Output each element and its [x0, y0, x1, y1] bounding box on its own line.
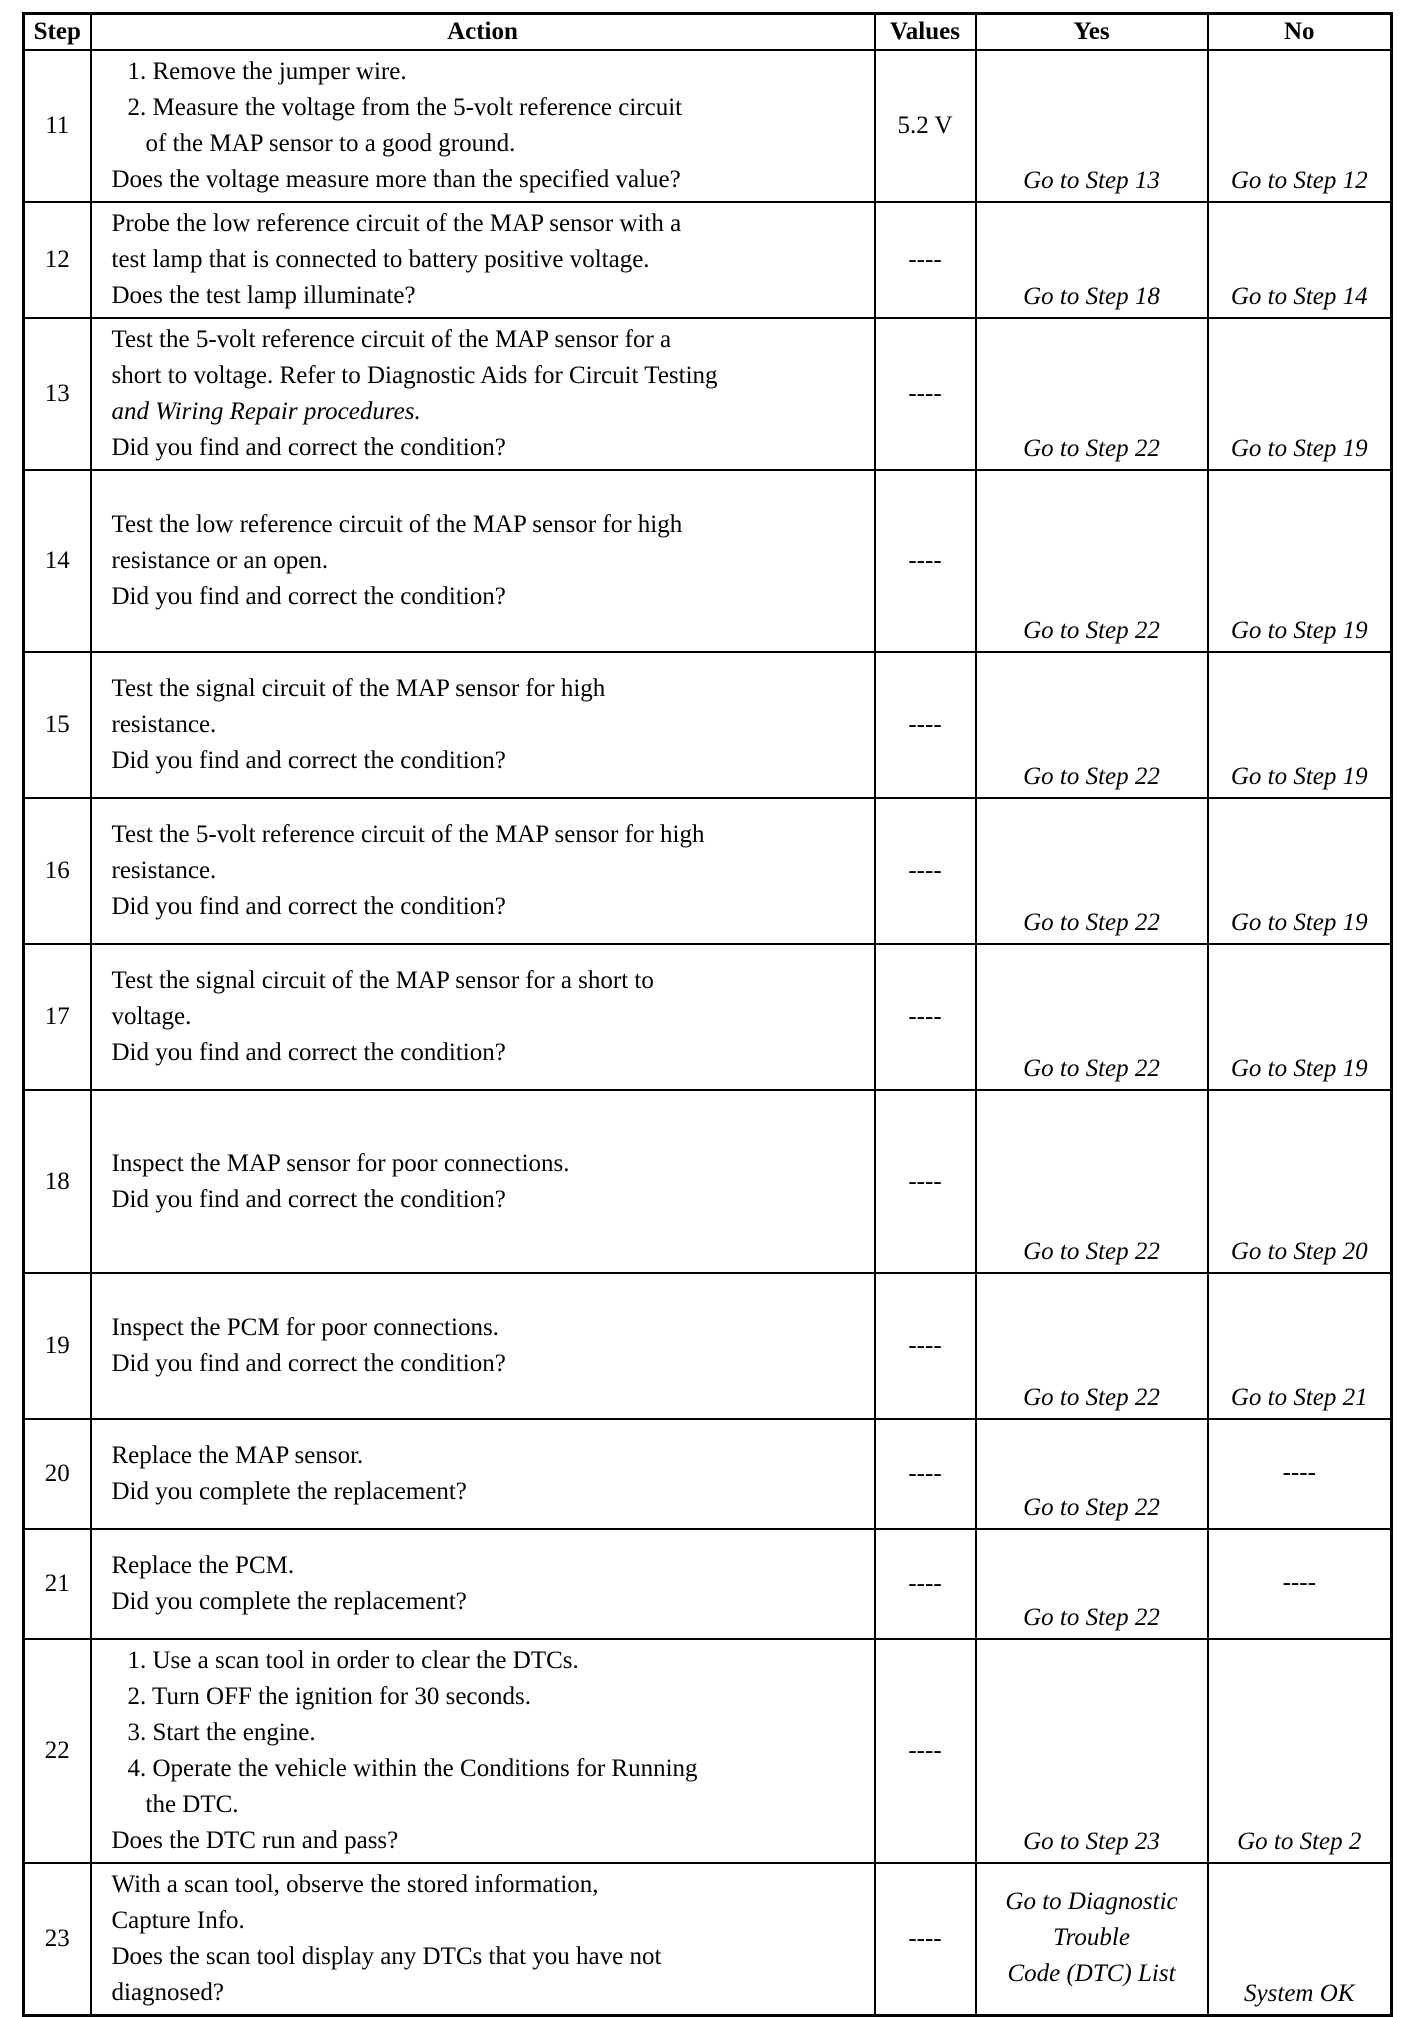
action-cell: [91, 1419, 875, 1529]
value-cell: 5.2 V: [875, 50, 976, 202]
action-cell: [91, 1090, 875, 1273]
table-row: [24, 318, 1392, 470]
yes-line: Go to Diagnostic: [1005, 1888, 1178, 1915]
yes-cell: Go to Step 22: [976, 1419, 1208, 1529]
action-cell: [91, 652, 875, 798]
step-number: 22: [24, 1639, 91, 1863]
action-line: Inspect the MAP sensor for poor connections.: [111, 1149, 570, 1177]
action-line: Test the 5-volt reference circuit of the MAP sensor for high: [111, 821, 705, 848]
yes-line: Trouble: [1053, 1924, 1130, 1951]
action-line: of the MAP sensor to a good ground.: [145, 130, 516, 157]
action-line: Test the low reference circuit of the MAP sensor for high: [111, 511, 683, 538]
no-cell: Go to Step 14: [1208, 202, 1392, 318]
value-cell: ----: [875, 1639, 976, 1863]
yes-cell: Go to Step 22: [976, 1273, 1208, 1419]
step-number: 18: [24, 1090, 91, 1273]
action-question: Did you complete the replacement?: [111, 1478, 467, 1505]
step-number: 13: [24, 318, 91, 470]
action-cell: [91, 50, 875, 202]
action-question: Did you find and correct the condition?: [111, 434, 506, 461]
action-line: Test the signal circuit of the MAP sensor for a short to: [111, 967, 654, 994]
no-cell: Go to Step 19: [1208, 798, 1392, 944]
header-yes: Yes: [976, 14, 1208, 51]
action-cell: [91, 1529, 875, 1639]
action-line: Probe the low reference circuit of the MAP sensor with a: [111, 210, 682, 237]
action-line: 3. Start the engine.: [127, 1719, 316, 1746]
action-question: diagnosed?: [111, 1979, 224, 2006]
header-action: Action: [91, 14, 875, 51]
action-question: Did you complete the replacement?: [111, 1588, 467, 1615]
action-line: Capture Info.: [111, 1907, 245, 1934]
action-question: Does the DTC run and pass?: [111, 1827, 399, 1854]
table-row: [24, 1639, 1392, 1863]
action-cell: [91, 202, 875, 318]
yes-cell: [976, 1863, 1208, 2016]
value-cell: ----: [875, 798, 976, 944]
yes-cell: Go to Step 22: [976, 470, 1208, 652]
table-row: [24, 1090, 1392, 1273]
value-cell: ----: [875, 202, 976, 318]
action-cell: [91, 470, 875, 652]
action-question: Did you find and correct the condition?: [111, 893, 506, 920]
action-line: and Wiring Repair procedures.: [111, 398, 421, 425]
value-cell: ----: [875, 318, 976, 470]
yes-cell: Go to Step 22: [976, 944, 1208, 1090]
table-row: [24, 1529, 1392, 1639]
value-cell: ----: [875, 470, 976, 652]
action-line: Does the scan tool display any DTCs that you have not: [111, 1943, 662, 1970]
step-number: 20: [24, 1419, 91, 1529]
yes-cell: Go to Step 22: [976, 652, 1208, 798]
action-question: Does the voltage measure more than the specified value?: [111, 166, 681, 193]
action-line: the DTC.: [145, 1791, 239, 1818]
action-line: Replace the MAP sensor.: [111, 1442, 364, 1469]
step-number: 17: [24, 944, 91, 1090]
action-cell: [91, 1639, 875, 1863]
no-cell: ----: [1208, 1419, 1392, 1529]
action-line: 1. Use a scan tool in order to clear the DTCs.: [127, 1647, 579, 1674]
action-line: 1. Remove the jumper wire.: [127, 58, 407, 85]
yes-cell: Go to Step 22: [976, 318, 1208, 470]
action-line: resistance.: [111, 711, 217, 738]
table-row: [24, 50, 1392, 202]
diagnostic-table: [22, 12, 1393, 2017]
action-question: Did you find and correct the condition?: [111, 583, 506, 610]
yes-cell: Go to Step 13: [976, 50, 1208, 202]
no-cell: Go to Step 2: [1208, 1639, 1392, 1863]
step-number: 14: [24, 470, 91, 652]
action-line: 4. Operate the vehicle within the Conditions for Running: [127, 1755, 698, 1782]
action-line: test lamp that is connected to battery positive voltage.: [111, 246, 650, 273]
action-question: Did you find and correct the condition?: [111, 1039, 506, 1066]
value-cell: ----: [875, 1863, 976, 2016]
table-row: [24, 1419, 1392, 1529]
step-number: 12: [24, 202, 91, 318]
yes-cell: Go to Step 22: [976, 1529, 1208, 1639]
action-question: Does the test lamp illuminate?: [111, 282, 416, 309]
no-cell: Go to Step 19: [1208, 470, 1392, 652]
table-row: [24, 652, 1392, 798]
value-cell: ----: [875, 1529, 976, 1639]
action-line: Replace the PCM.: [111, 1552, 295, 1579]
yes-line: Code (DTC) List: [1007, 1960, 1176, 1987]
action-line: Test the 5-volt reference circuit of the MAP sensor for a: [111, 326, 672, 353]
value-cell: ----: [875, 1273, 976, 1419]
action-cell: [91, 318, 875, 470]
action-question: Did you find and correct the condition?: [111, 1185, 506, 1213]
action-cell: [91, 944, 875, 1090]
action-line: Test the signal circuit of the MAP sensor for high: [111, 675, 606, 702]
yes-cell: Go to Step 22: [976, 1090, 1208, 1273]
action-line: 2. Turn OFF the ignition for 30 seconds.: [127, 1683, 532, 1710]
action-cell: [91, 1273, 875, 1419]
action-line: 2. Measure the voltage from the 5-volt reference circuit: [127, 94, 683, 121]
no-cell: Go to Step 12: [1208, 50, 1392, 202]
no-cell: Go to Step 20: [1208, 1090, 1392, 1273]
table-row: [24, 202, 1392, 318]
action-line: short to voltage. Refer to Diagnostic Aids for Circuit Testing: [111, 362, 718, 389]
action-line: voltage.: [111, 1003, 192, 1030]
value-cell: ----: [875, 652, 976, 798]
step-number: 16: [24, 798, 91, 944]
table-row: [24, 470, 1392, 652]
yes-cell: Go to Step 22: [976, 798, 1208, 944]
no-cell: Go to Step 19: [1208, 944, 1392, 1090]
action-question: Did you find and correct the condition?: [111, 1350, 506, 1377]
table-row: [24, 1273, 1392, 1419]
action-line: resistance.: [111, 857, 217, 884]
no-cell: Go to Step 19: [1208, 318, 1392, 470]
no-cell: System OK: [1208, 1863, 1392, 2016]
step-number: 21: [24, 1529, 91, 1639]
header-values: Values: [875, 14, 976, 51]
header-no: No: [1208, 14, 1392, 51]
value-cell: ----: [875, 1419, 976, 1529]
action-line: resistance or an open.: [111, 547, 329, 574]
action-question: Did you find and correct the condition?: [111, 747, 506, 774]
value-cell: ----: [875, 1090, 976, 1273]
action-cell: [91, 798, 875, 944]
value-cell: ----: [875, 944, 976, 1090]
step-number: 19: [24, 1273, 91, 1419]
action-line: Inspect the PCM for poor connections.: [111, 1314, 499, 1341]
action-cell: [91, 1863, 875, 2016]
no-cell: ----: [1208, 1529, 1392, 1639]
no-cell: Go to Step 21: [1208, 1273, 1392, 1419]
step-number: 23: [24, 1863, 91, 2016]
table-row: [24, 1863, 1392, 2016]
step-number: 11: [24, 50, 91, 202]
yes-cell: Go to Step 18: [976, 202, 1208, 318]
table-row: [24, 798, 1392, 944]
action-line: With a scan tool, observe the stored information,: [111, 1871, 599, 1898]
no-cell: Go to Step 19: [1208, 652, 1392, 798]
table-row: [24, 944, 1392, 1090]
header-step: Step: [24, 14, 91, 51]
header-row: [24, 14, 1392, 51]
yes-cell: Go to Step 23: [976, 1639, 1208, 1863]
step-number: 15: [24, 652, 91, 798]
